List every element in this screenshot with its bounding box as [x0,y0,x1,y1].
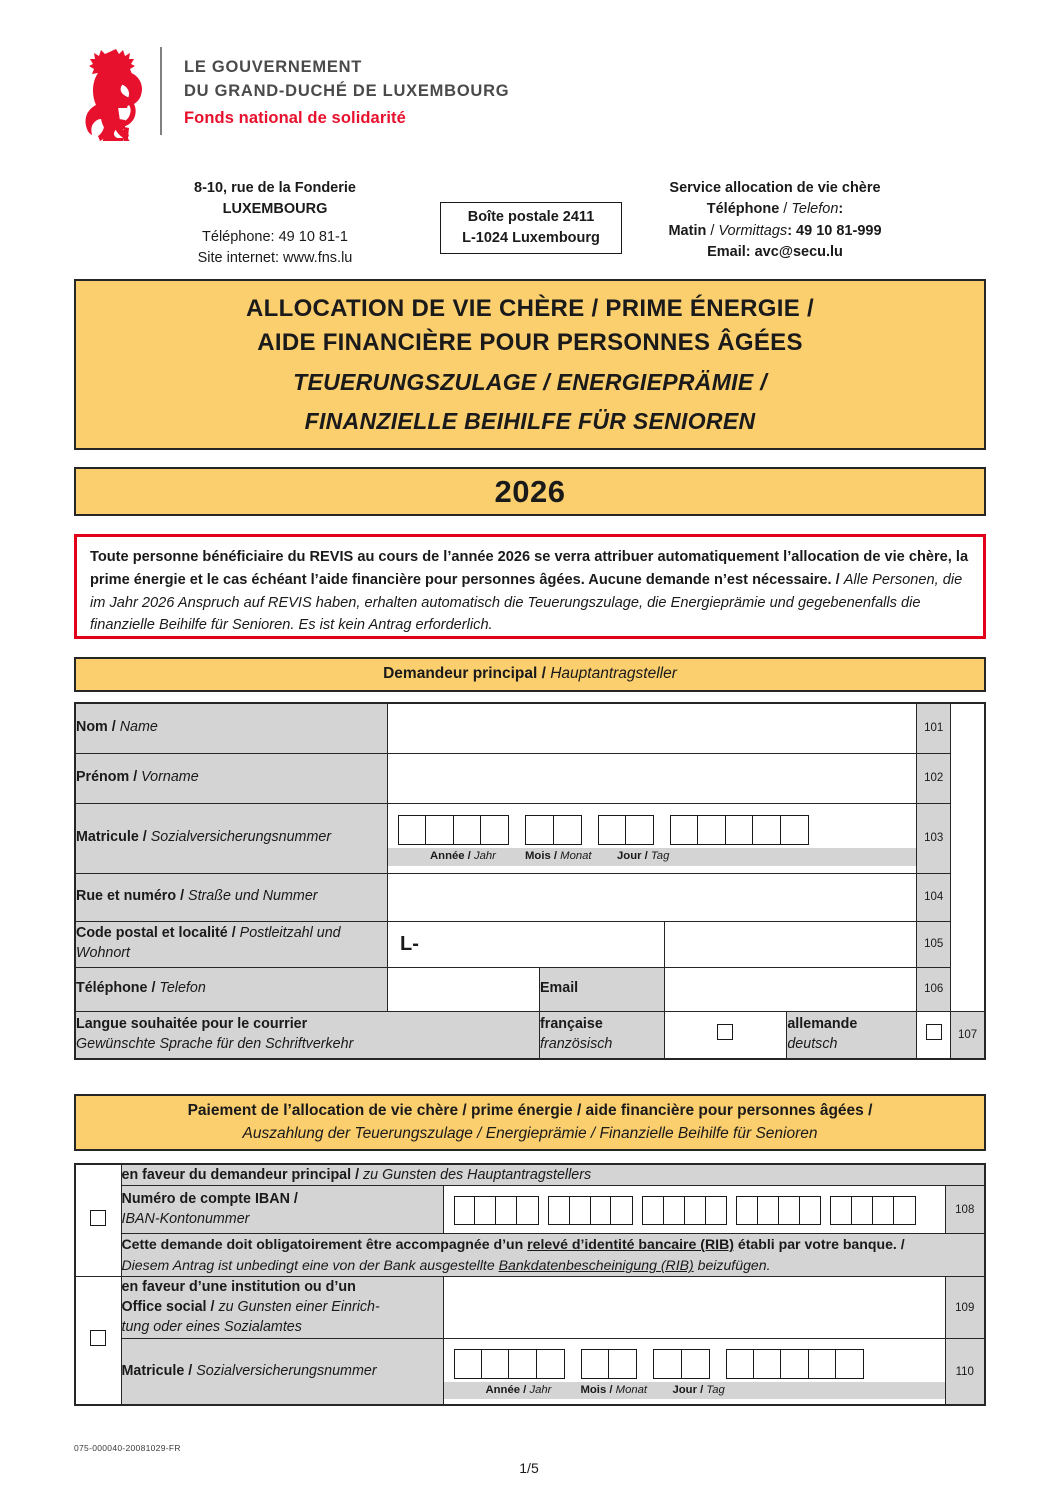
box-group-4 [726,1349,865,1379]
date-day-fr-2: Jour / [672,1383,704,1396]
payment-option1-title-row [75,1164,985,1186]
title-de-line-1: TEUERUNGSZULAGE / ENERGIEPRÄMIE / [293,368,767,395]
char-box[interactable] [697,815,726,845]
checkbox-cell-allemande[interactable] [917,1011,951,1059]
box-group-4 [736,1196,821,1225]
char-box[interactable] [608,1349,637,1379]
char-box[interactable] [663,1196,686,1225]
label-codepostal-de: Postleitzahl und Wohnort [76,925,341,961]
title-banner [74,279,986,450]
char-box[interactable] [495,1196,518,1225]
rib-note-de-underline: Bankdatenbescheinigung (RIB) [498,1257,694,1274]
table-row-nom [75,703,985,753]
char-box[interactable] [581,1349,610,1379]
code-102: 102 [917,753,951,803]
date-label-year-2 [486,1384,581,1398]
label-nom-de: Name [119,719,158,736]
box-group-1 [398,815,509,845]
department-name: Fonds national de solidarité [184,108,406,127]
service-morning-fr: Matin [668,222,707,239]
label-matricule-2-fr: Matricule / [121,1362,193,1379]
matricule-date-labels [388,848,916,866]
notice-text-fr: Toute personne bénéficiaire du REVIS au cours de l’année 2026 se verra attribuer automatiquement l’allocation de vie chère, la prime énergie et le cas échéant l’aide financière pour personnes âgées. Aucune demande n’est nécessaire. / [90,549,969,588]
applicant-section-header [74,657,986,692]
service-phone-fr: Téléphone [706,201,780,218]
date-year-fr: Année / [430,850,471,863]
char-box[interactable] [752,815,781,845]
char-box[interactable] [425,815,454,845]
option2-title-line3-de: tung oder eines Sozialamtes [121,1318,302,1335]
char-box[interactable] [525,815,554,845]
payment-header-fr-wrap [188,1100,873,1122]
langue-fr-bold: française [540,1016,603,1033]
char-box[interactable] [684,1196,707,1225]
label-email [540,967,665,1011]
label-codepostal-fr: Code postal et localité / [76,925,236,942]
date-year-de: Jahr [473,850,496,863]
date-month-de: Monat [560,850,592,863]
address-right-block [600,178,950,264]
char-box[interactable] [681,1349,710,1379]
label-iban-fr: Numéro de compte IBAN / [121,1190,298,1207]
char-box[interactable] [536,1349,565,1379]
postbox-line-2: L-1024 Luxembourg [462,230,600,246]
label-langue-de: Gewünschte Sprache für den Schriftverkehr [76,1035,354,1052]
payment-section-header [74,1094,986,1151]
char-box[interactable] [830,1196,853,1225]
char-box[interactable] [780,815,809,845]
service-morning-de: Vormittags [718,222,788,239]
char-box[interactable] [753,1349,782,1379]
char-box[interactable] [590,1196,613,1225]
service-name: Service allocation de vie chère [669,180,881,196]
table-row-langue [75,1011,985,1059]
code-104: 104 [917,873,951,921]
char-box[interactable] [453,815,482,845]
label-email-text: Email [540,980,579,997]
input-prenom[interactable] [388,753,917,803]
char-box[interactable] [893,1196,916,1225]
char-box[interactable] [757,1196,780,1225]
char-box[interactable] [725,815,754,845]
box-group-5 [830,1196,915,1225]
payment-header-de: Auszahlung der Teuerungszulage / Energieprämie / Finanzielle Beihilfe für Senioren [242,1124,818,1142]
rib-note [121,1234,985,1277]
input-email[interactable] [664,967,917,1011]
date-day-de: Tag [650,850,670,863]
char-box[interactable] [480,815,509,845]
option2-title-line2-de: zu Gunsten einer Einrich- [218,1298,380,1315]
applicant-header-fr: Demandeur principal / [383,665,546,683]
address-street: 8-10, rue de la Fonderie [194,180,356,196]
option1-title-fr: en faveur du demandeur principal / [121,1167,360,1183]
code-101: 101 [917,703,951,753]
date-day-fr: Jour / [617,850,648,863]
date-month-de-2: Monat [615,1383,648,1396]
char-box[interactable] [872,1196,895,1225]
box-group-2 [548,1196,633,1225]
char-box[interactable] [553,815,582,845]
title-fr-line-1: ALLOCATION DE VIE CHÈRE / PRIME ÉNERGIE / [246,294,814,322]
payment-header-fr: Paiement de l’allocation de vie chère / prime énergie / aide financière pour personnes âgées / [187,1102,873,1120]
postbox-box [440,202,622,254]
government-line-2: DU GRAND-DUCHÉ DE LUXEMBOURG [184,82,510,101]
checkbox-langue-francaise[interactable] [717,1024,733,1040]
label-matricule [75,803,388,873]
checkbox-payment-option2[interactable] [90,1330,106,1346]
checkbox-cell-francaise[interactable] [664,1011,787,1059]
input-rue[interactable] [388,873,917,921]
char-box[interactable] [736,1196,759,1225]
service-email: Email: avc@secu.lu [707,244,843,261]
label-matricule-2 [121,1339,443,1405]
char-box[interactable] [454,1196,477,1225]
label-rue-de: Straße und Nummer [188,888,318,905]
service-morning-number: 49 10 81-999 [796,222,882,239]
label-matricule-de: Sozialversicherungsnummer [150,829,332,846]
table-row-telephone-email [75,967,985,1011]
date-label-day-2 [673,1384,763,1398]
checkbox-cell-option1[interactable] [75,1164,121,1277]
char-box[interactable] [670,815,699,845]
box-group-3 [653,1349,709,1379]
postal-prefix: L- [400,932,419,955]
page-number: 1/5 [519,1460,539,1476]
char-box[interactable] [851,1196,874,1225]
matricule-2-boxes[interactable] [444,1344,945,1382]
char-box[interactable] [508,1349,537,1379]
date-label-year [430,850,525,864]
label-iban [121,1186,443,1234]
option2-title-line2-fr: Office social / [121,1298,215,1315]
matricule-2-date-labels [444,1382,945,1400]
char-box[interactable] [835,1349,864,1379]
table-row-codepostal [75,921,985,967]
label-iban-de: IBAN-Kontonummer [121,1210,250,1227]
date-month-fr-2: Mois / [580,1383,613,1396]
box-group-3 [642,1196,727,1225]
option2-title-line1: en faveur d’une institution ou d’un [121,1279,356,1296]
label-nom [75,703,388,753]
char-box[interactable] [808,1349,837,1379]
input-iban-group[interactable] [443,1186,945,1234]
char-box[interactable] [799,1196,822,1225]
label-codepostal [75,921,388,967]
char-box[interactable] [474,1196,497,1225]
applicant-section-title [383,663,677,685]
langue-de-bold: allemande [787,1016,858,1033]
input-institution[interactable] [443,1277,945,1339]
payment-iban-row [75,1186,985,1234]
label-prenom-fr: Prénom / [76,769,138,786]
date-label-day [617,850,707,864]
table-row-prenom [75,753,985,803]
postbox-line-1: Boîte postale 2411 [467,209,595,226]
year-value: 2026 [494,473,566,509]
label-langue-francaise [540,1011,665,1059]
label-telephone [75,967,388,1011]
payment-option1-title [121,1164,985,1186]
rib-note-de-before: Diesem Antrag ist unbedingt eine von der Bank ausgestellte [121,1257,499,1274]
char-box[interactable] [780,1349,809,1379]
applicant-form-table [74,702,986,1060]
box-group-1 [454,1349,565,1379]
char-box[interactable] [481,1349,510,1379]
date-year-fr-2: Année / [485,1383,527,1396]
char-box[interactable] [726,1349,755,1379]
luxembourg-lion-icon [78,45,150,141]
address-website: Site internet: www.fns.lu [197,250,353,267]
code-108: 108 [945,1186,985,1234]
box-group-2 [525,815,581,845]
input-matricule-2-group[interactable] [443,1339,945,1405]
box-group-2 [581,1349,637,1379]
label-prenom-de: Vorname [141,769,199,786]
notice-text-de: Alle Personen, die im Jahr 2026 Anspruch auf REVIS haben, erhalten automatisch die Teuerungszulage, die Energieprämie und gegebenenfalls die finanzielle Beihilfe für Senioren. Es ist kein Antrag erforderlich. [90,571,963,634]
code-110: 110 [945,1339,985,1405]
char-box[interactable] [625,815,654,845]
label-matricule-fr: Matricule / [76,829,147,846]
rib-note-fr-underline: relevé d’identité bancaire (RIB) [527,1236,734,1253]
logo-divider [160,47,162,135]
char-box[interactable] [598,815,627,845]
government-logo-block [78,45,509,141]
char-box[interactable] [653,1349,682,1379]
box-group-3 [598,815,654,845]
char-box[interactable] [778,1196,801,1225]
box-group-1 [454,1196,539,1225]
label-telephone-de: Telefon [159,980,206,997]
iban-boxes[interactable] [444,1191,945,1228]
applicant-header-de: Hauptantragsteller [550,665,677,683]
char-box[interactable] [569,1196,592,1225]
char-box[interactable] [516,1196,539,1225]
code-106: 106 [917,967,951,1011]
box-group-4 [670,815,809,845]
service-phone-de: Telefon [791,201,839,218]
label-prenom [75,753,388,803]
date-day-de-2: Tag [706,1383,725,1396]
label-telephone-fr: Téléphone / [76,980,156,997]
date-label-month [525,850,617,864]
langue-de-italic: deutsch [787,1035,838,1052]
input-codepostal[interactable] [388,921,665,967]
label-rue-fr: Rue et numéro / [76,888,185,905]
government-line-1: LE GOUVERNEMENT [184,58,363,76]
title-fr-line-2: AIDE FINANCIÈRE POUR PERSONNES ÂGÉES [257,328,803,356]
code-105: 105 [917,921,951,967]
payment-matricule-row [75,1339,985,1405]
payment-rib-note-row [75,1234,985,1277]
table-row-rue [75,873,985,921]
rib-note-de-after: beizufügen. [693,1257,771,1274]
option1-title-de: zu Gunsten des Hauptantragstellers [363,1167,592,1183]
address-city: LUXEMBOURG [222,201,328,218]
label-rue [75,873,388,921]
char-box[interactable] [610,1196,633,1225]
char-box[interactable] [398,815,427,845]
code-109: 109 [945,1277,985,1339]
char-box[interactable] [705,1196,728,1225]
label-matricule-2-de: Sozialversicherungsnummer [196,1362,377,1379]
checkbox-cell-option2[interactable] [75,1277,121,1405]
payment-form-table [74,1163,986,1406]
date-year-de-2: Jahr [529,1383,552,1396]
address-phone: Téléphone: 49 10 81-1 [202,228,348,245]
matricule-boxes[interactable] [388,810,916,848]
service-phone-label: Téléphone / Telefon: [706,201,844,218]
input-matricule-group[interactable] [388,803,917,873]
label-institution [121,1277,443,1339]
title-de-line-2: FINANZIELLE BEIHILFE FÜR SENIOREN [304,407,756,434]
table-row-matricule [75,803,985,873]
char-box[interactable] [642,1196,665,1225]
char-box[interactable] [548,1196,571,1225]
checkbox-langue-allemande[interactable] [926,1024,942,1040]
label-langue-fr: Langue souhaitée pour le courrier [76,1016,308,1033]
rib-note-fr-before: Cette demande doit obligatoirement être accompagnée d’un [121,1236,528,1253]
service-morning-line: Matin / Vormittags: 49 10 81-999 [668,222,882,239]
langue-fr-italic: französisch [540,1035,613,1052]
label-langue [75,1011,540,1059]
date-label-month-2 [581,1384,673,1398]
code-107: 107 [951,1011,985,1059]
rib-note-fr-after: établi par votre banque. / [733,1236,905,1253]
input-telephone[interactable] [388,967,540,1011]
input-nom[interactable] [388,703,917,753]
address-left-block [120,178,430,270]
payment-option2-title-row [75,1277,985,1339]
document-code: 075-000040-20081029-FR [74,1443,181,1453]
checkbox-payment-option1[interactable] [90,1210,106,1226]
payment-header-de-wrap [243,1123,818,1145]
code-103: 103 [917,803,951,873]
year-banner [74,467,986,516]
label-nom-fr: Nom / [76,719,116,736]
label-langue-allemande [787,1011,917,1059]
important-notice [74,534,986,639]
input-localite[interactable] [664,921,917,967]
char-box[interactable] [454,1349,483,1379]
date-month-fr: Mois / [525,850,558,863]
